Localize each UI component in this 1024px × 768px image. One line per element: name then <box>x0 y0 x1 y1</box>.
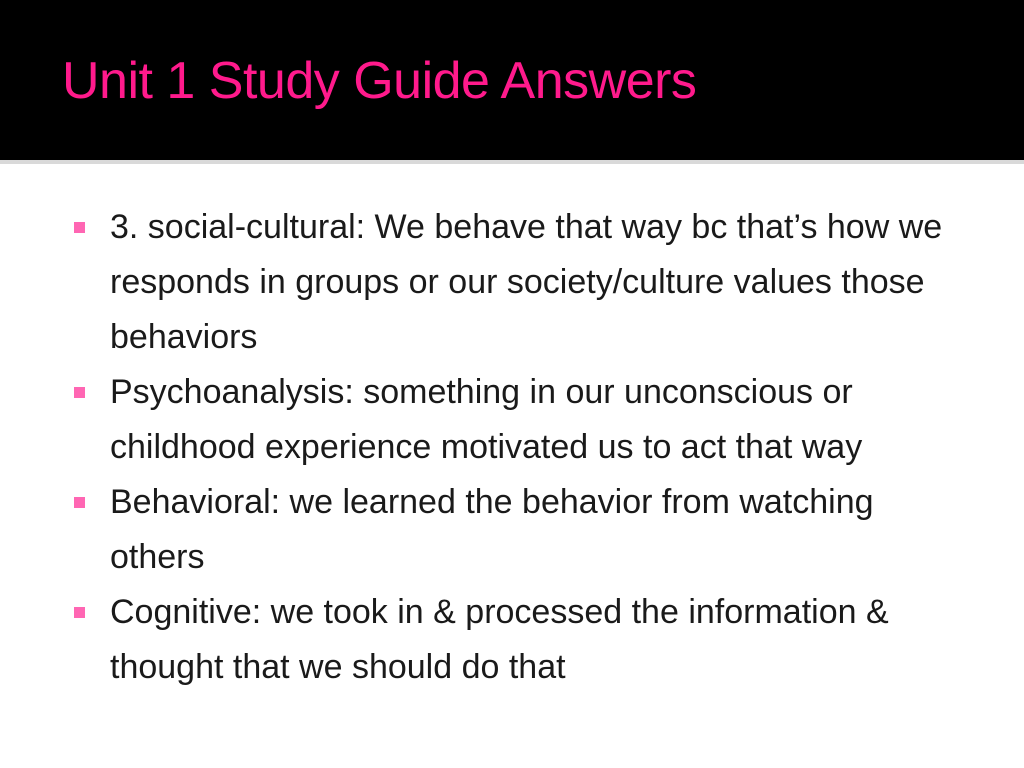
bullet-list <box>74 200 974 695</box>
square-bullet-icon <box>74 497 85 508</box>
bullet-text: Psychoanalysis: something in our unconscious or childhood experience motivated us to act that way <box>110 373 863 466</box>
bullet-text: Behavioral: we learned the behavior from watching others <box>110 483 874 576</box>
slide-title: Unit 1 Study Guide Answers <box>62 52 697 110</box>
square-bullet-icon <box>74 607 85 618</box>
bullet-item <box>74 585 974 695</box>
bullet-item <box>74 200 974 365</box>
bullet-item <box>74 365 974 475</box>
slide-body <box>0 164 1024 768</box>
bullet-item <box>74 475 974 585</box>
bullet-text: 3. social-cultural: We behave that way bc that’s how we responds in groups or our society/culture values those behaviors <box>110 208 943 356</box>
square-bullet-icon <box>74 387 85 398</box>
bullet-text: Cognitive: we took in & processed the information & thought that we should do that <box>110 593 889 686</box>
square-bullet-icon <box>74 222 85 233</box>
title-bar <box>0 0 1024 160</box>
